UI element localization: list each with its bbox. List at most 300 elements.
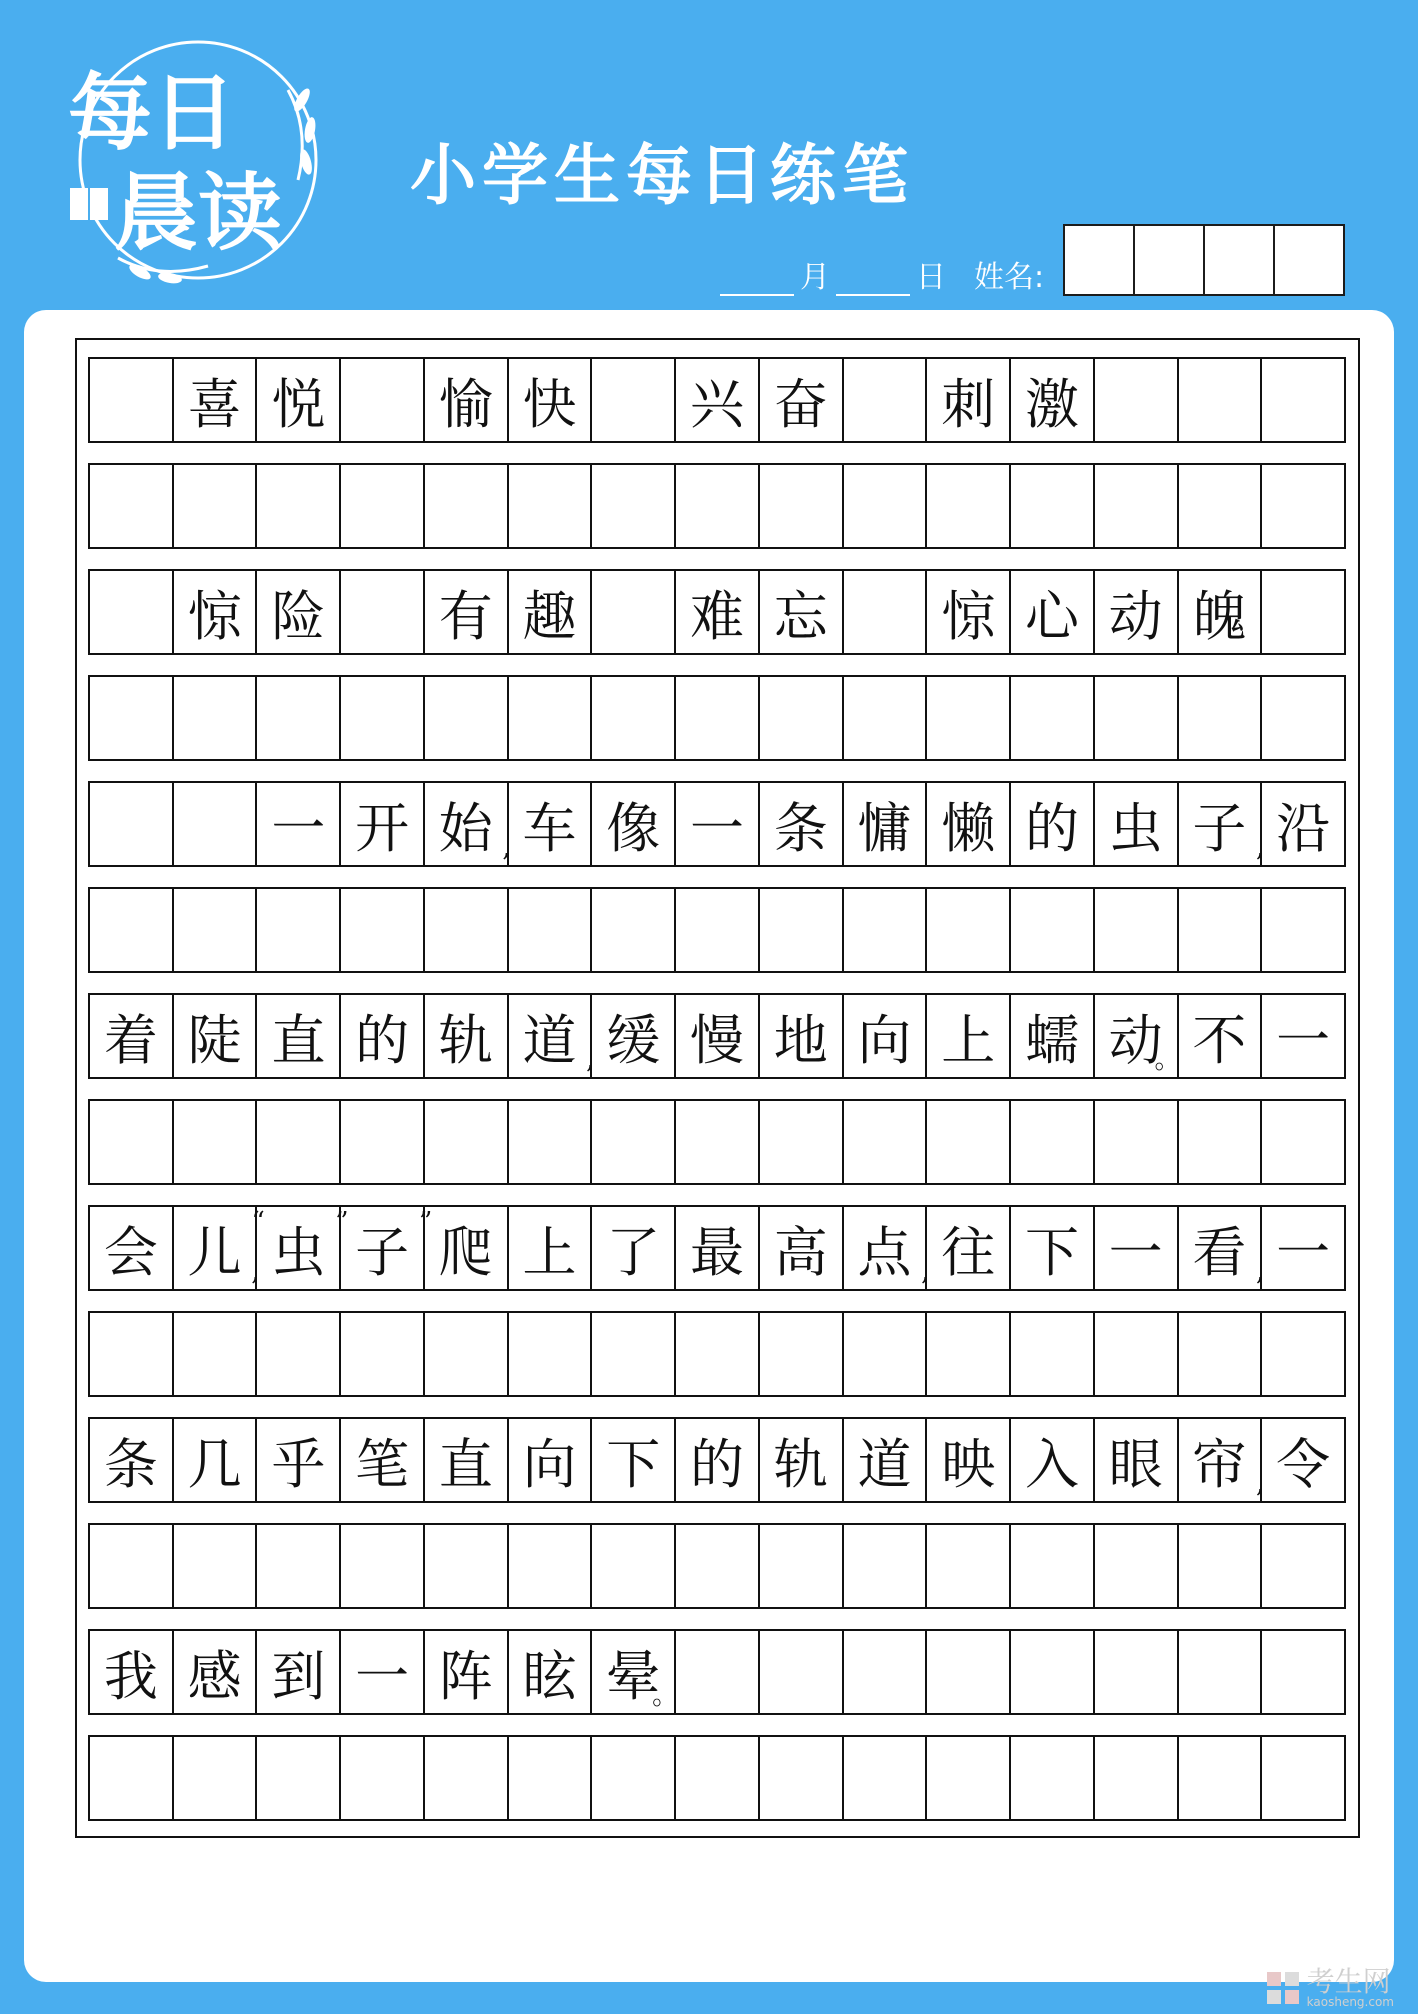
grid-cell[interactable]: [509, 783, 593, 865]
grid-cell[interactable]: [1179, 1525, 1263, 1607]
grid-cell[interactable]: [760, 995, 844, 1077]
cell-text: 笔: [355, 1432, 410, 1496]
name-box[interactable]: [1203, 224, 1275, 296]
grid-row: [88, 1099, 1346, 1185]
grid-cell[interactable]: [90, 677, 174, 759]
grid-cell[interactable]: [1179, 1737, 1263, 1819]
grid-cell[interactable]: [592, 677, 676, 759]
grid-cell[interactable]: [1179, 359, 1263, 441]
grid-cell[interactable]: [844, 571, 928, 653]
grid-cell[interactable]: [844, 995, 928, 1077]
cell-text: 兴: [690, 372, 744, 436]
grid-cell[interactable]: [1179, 783, 1263, 865]
grid-cell[interactable]: [425, 995, 509, 1077]
grid-cell[interactable]: [1011, 1207, 1095, 1289]
name-boxes: [1065, 224, 1345, 296]
grid-cell[interactable]: [257, 1419, 341, 1501]
cell-text: 爬: [438, 1220, 493, 1284]
grid-cell[interactable]: [844, 889, 928, 971]
grid-cell[interactable]: [1179, 571, 1263, 653]
grid-cell[interactable]: [844, 465, 928, 547]
grid-cell[interactable]: [676, 1631, 760, 1713]
grid-cell[interactable]: [1095, 1313, 1179, 1395]
grid-cell[interactable]: [927, 571, 1011, 653]
grid-cell[interactable]: [425, 1101, 509, 1183]
grid-cell[interactable]: [90, 1207, 174, 1289]
cell-text: 缓: [606, 1008, 661, 1072]
grid-cell[interactable]: [1011, 1631, 1095, 1713]
grid-cell[interactable]: [1011, 1737, 1095, 1819]
grid-cell[interactable]: [509, 359, 593, 441]
grid-cell[interactable]: [90, 1737, 174, 1819]
grid-cell[interactable]: [509, 1419, 593, 1501]
grid-cell[interactable]: [760, 677, 844, 759]
grid-cell[interactable]: [90, 783, 174, 865]
grid-cell[interactable]: [341, 465, 425, 547]
grid-cell[interactable]: [1262, 995, 1344, 1077]
grid-cell[interactable]: [509, 571, 593, 653]
grid-cell[interactable]: [927, 1631, 1011, 1713]
grid-cell[interactable]: [174, 571, 258, 653]
grid-row: [88, 1311, 1346, 1397]
grid-cell[interactable]: [676, 1207, 760, 1289]
grid-cell[interactable]: [1179, 1419, 1263, 1501]
grid-cell[interactable]: [676, 571, 760, 653]
grid-cell[interactable]: [760, 359, 844, 441]
punctuation-mark: ,: [502, 833, 511, 863]
day-label: 日: [916, 260, 946, 295]
grid-cell[interactable]: [760, 1525, 844, 1607]
grid-cell[interactable]: [174, 783, 258, 865]
punctuation-mark: ,: [1256, 833, 1265, 863]
cell-text: 懒: [941, 796, 996, 860]
grid-cell[interactable]: [425, 677, 509, 759]
grid-cell[interactable]: [90, 1631, 174, 1713]
grid-cell[interactable]: [174, 995, 258, 1077]
punctuation-mark: 。: [1154, 1045, 1181, 1075]
grid-row: [88, 1523, 1346, 1609]
grid-cell[interactable]: [927, 359, 1011, 441]
punctuation-mark: ,: [586, 1045, 595, 1075]
grid-cell[interactable]: [425, 889, 509, 971]
grid-cell[interactable]: [257, 1525, 341, 1607]
logo-line2: 晨读: [114, 164, 283, 262]
grid-cell[interactable]: [760, 1631, 844, 1713]
grid-row: [88, 887, 1346, 973]
month-blank[interactable]: [720, 258, 794, 296]
grid-cell[interactable]: [174, 1631, 258, 1713]
cell-text: 乎: [271, 1432, 326, 1496]
grid-cell[interactable]: [844, 1101, 928, 1183]
cell-text: 眼: [1108, 1432, 1163, 1496]
grid-cell[interactable]: [1011, 359, 1095, 441]
grid-cell[interactable]: [676, 677, 760, 759]
grid-cell[interactable]: [425, 1419, 509, 1501]
cell-text: 下: [606, 1432, 661, 1496]
cell-text: 奋: [773, 372, 828, 436]
cell-text: 始: [438, 796, 493, 860]
grid-cell[interactable]: [927, 1737, 1011, 1819]
cell-text: 一: [355, 1644, 410, 1708]
grid-cell[interactable]: [844, 1207, 928, 1289]
cell-text: 看: [1192, 1220, 1247, 1284]
grid-row: [88, 1629, 1346, 1715]
watermark: [1265, 1965, 1394, 2009]
cell-text: 道: [522, 1008, 577, 1072]
grid-cell[interactable]: [90, 359, 174, 441]
cell-text: 慢: [690, 1008, 744, 1072]
grid-cell[interactable]: [1095, 1419, 1179, 1501]
cell-text: 有: [438, 584, 493, 648]
grid-cell[interactable]: [1179, 1313, 1263, 1395]
grid-cell[interactable]: [676, 1737, 760, 1819]
grid-cell[interactable]: [676, 995, 760, 1077]
grid-cell[interactable]: [760, 1101, 844, 1183]
cell-text: 动: [1108, 584, 1163, 648]
cell-text: 心: [1024, 584, 1079, 648]
grid-cell[interactable]: [592, 1419, 676, 1501]
grid-cell[interactable]: [1262, 1313, 1344, 1395]
brand-logo: [48, 20, 338, 300]
grid-cell[interactable]: [1262, 1631, 1344, 1713]
grid-cell[interactable]: [509, 465, 593, 547]
grid-cell[interactable]: [90, 1525, 174, 1607]
grid-cell[interactable]: [341, 995, 425, 1077]
grid-cell[interactable]: [676, 1313, 760, 1395]
grid-cell[interactable]: [592, 1313, 676, 1395]
grid-cell[interactable]: [1095, 571, 1179, 653]
watermark-text: 考生网: [1306, 1965, 1391, 1998]
grid-cell[interactable]: [592, 465, 676, 547]
grid-cell[interactable]: [844, 1631, 928, 1713]
grid-cell[interactable]: [676, 465, 760, 547]
grid-cell[interactable]: [1011, 995, 1095, 1077]
grid-cell[interactable]: [1179, 677, 1263, 759]
grid-cell[interactable]: [509, 1101, 593, 1183]
grid-cell[interactable]: [1262, 359, 1344, 441]
grid-cell[interactable]: [251, 1207, 341, 1289]
grid-cell[interactable]: [927, 1101, 1011, 1183]
grid-cell[interactable]: [509, 677, 593, 759]
grid-cell[interactable]: [760, 571, 844, 653]
grid-cell[interactable]: [1095, 1207, 1179, 1289]
cell-text: 陡: [187, 1008, 242, 1072]
grid-cell[interactable]: [174, 1419, 258, 1501]
cell-text: 一: [1108, 1220, 1163, 1284]
grid-cell[interactable]: [1262, 1737, 1344, 1819]
grid-cell[interactable]: [676, 783, 760, 865]
name-box[interactable]: [1133, 224, 1205, 296]
grid-cell[interactable]: [174, 1207, 258, 1289]
grid-cell[interactable]: [844, 1313, 928, 1395]
grid-cell[interactable]: [676, 1101, 760, 1183]
grid-cell[interactable]: [341, 571, 425, 653]
grid-cell[interactable]: [1095, 1525, 1179, 1607]
grid-cell[interactable]: [844, 1737, 928, 1819]
grid-cell[interactable]: [1262, 889, 1344, 971]
cell-text: 车: [522, 796, 577, 860]
grid-cell[interactable]: [341, 1101, 425, 1183]
cell-text: 悦: [271, 372, 326, 436]
watermark-subtext: kaosheng.com: [1306, 1995, 1394, 2009]
grid-cell[interactable]: [927, 1525, 1011, 1607]
grid-cell[interactable]: [1011, 571, 1095, 653]
grid-cell[interactable]: [257, 1631, 341, 1713]
grid-cell[interactable]: [760, 1737, 844, 1819]
grid-cell[interactable]: [844, 359, 928, 441]
grid-cell[interactable]: [1011, 465, 1095, 547]
grid-cell[interactable]: [90, 465, 174, 547]
grid-cell[interactable]: [257, 1737, 341, 1819]
grid-cell[interactable]: [174, 1525, 258, 1607]
cell-text: 惊: [187, 584, 242, 648]
grid-cell[interactable]: [90, 1101, 174, 1183]
grid-row: [88, 463, 1346, 549]
grid-cell[interactable]: [1095, 359, 1179, 441]
grid-cell[interactable]: [1095, 1737, 1179, 1819]
grid-cell[interactable]: [341, 889, 425, 971]
grid-cell[interactable]: [509, 995, 593, 1077]
grid-cell[interactable]: [927, 1313, 1011, 1395]
grid-cell[interactable]: [1179, 465, 1263, 547]
grid-cell[interactable]: [1262, 571, 1344, 653]
grid-cell[interactable]: [1262, 1419, 1344, 1501]
cell-text: 险: [271, 584, 326, 648]
grid-cell[interactable]: [509, 1525, 593, 1607]
cell-text: 的: [690, 1432, 744, 1496]
cell-text: 一: [1276, 1220, 1331, 1284]
page-title: 小学生每日练笔: [410, 137, 914, 214]
cell-text: 上: [941, 1008, 996, 1072]
grid-cell[interactable]: [676, 1419, 760, 1501]
grid-cell[interactable]: [1179, 1631, 1263, 1713]
cell-text: 一: [271, 796, 326, 860]
grid-cell[interactable]: [760, 1313, 844, 1395]
grid-cell[interactable]: [174, 359, 258, 441]
grid-cell[interactable]: [1095, 783, 1179, 865]
grid-cell[interactable]: [844, 783, 928, 865]
logo-line1: 每日: [68, 64, 237, 162]
grid-cell[interactable]: [1011, 1313, 1095, 1395]
grid-cell[interactable]: [676, 889, 760, 971]
grid-cell[interactable]: [509, 1207, 593, 1289]
cell-text: 会: [103, 1220, 158, 1284]
grid-cell[interactable]: [592, 1207, 676, 1289]
cell-text: 向: [857, 1008, 912, 1072]
cell-text: 上: [522, 1220, 577, 1284]
grid-cell[interactable]: [425, 1737, 509, 1819]
cell-text: 地: [773, 1008, 828, 1072]
grid-cell[interactable]: [341, 1313, 425, 1395]
grid-cell[interactable]: [592, 1525, 676, 1607]
grid-cell[interactable]: [1262, 783, 1344, 865]
grid-row: [88, 781, 1346, 867]
grid-row: [88, 357, 1346, 443]
grid-cell[interactable]: [1179, 995, 1263, 1077]
grid-cell[interactable]: [90, 889, 174, 971]
grid-cell[interactable]: [592, 889, 676, 971]
name-box[interactable]: [1273, 224, 1345, 296]
grid-cell[interactable]: [844, 1419, 928, 1501]
grid-cell[interactable]: [1011, 1419, 1095, 1501]
grid-cell[interactable]: [592, 783, 676, 865]
grid-cell[interactable]: [341, 677, 425, 759]
grid-cell[interactable]: [341, 783, 425, 865]
grid-cell[interactable]: [174, 1313, 258, 1395]
grid-cell[interactable]: [1011, 783, 1095, 865]
punctuation-mark: ,: [1256, 1469, 1265, 1499]
grid-cell[interactable]: [1095, 995, 1179, 1077]
grid-cell[interactable]: [257, 995, 341, 1077]
grid-cell[interactable]: [1011, 1525, 1095, 1607]
grid-cell[interactable]: [927, 995, 1011, 1077]
grid-cell[interactable]: [257, 1101, 341, 1183]
cell-text: 儿: [187, 1220, 242, 1284]
grid-cell[interactable]: [592, 1101, 676, 1183]
grid-row: [88, 1205, 1346, 1291]
grid-cell[interactable]: [927, 1207, 1011, 1289]
grid-cell[interactable]: [592, 995, 676, 1077]
grid-cell[interactable]: [174, 465, 258, 547]
grid-cell[interactable]: [257, 359, 341, 441]
grid-cell[interactable]: [341, 1419, 425, 1501]
grid-cell[interactable]: [1179, 889, 1263, 971]
grid-cell[interactable]: [1095, 889, 1179, 971]
grid-cell[interactable]: [760, 889, 844, 971]
grid-cell[interactable]: [844, 677, 928, 759]
grid-cell[interactable]: [1095, 1631, 1179, 1713]
grid-cell[interactable]: [425, 359, 509, 441]
grid-cell[interactable]: [1179, 1101, 1263, 1183]
grid-cell[interactable]: [425, 1313, 509, 1395]
grid-cell[interactable]: [592, 1737, 676, 1819]
cell-text: 沿: [1276, 796, 1331, 860]
cell-text: 魄: [1192, 584, 1247, 648]
cell-text: 了: [606, 1220, 661, 1284]
grid-cell[interactable]: [676, 359, 760, 441]
grid-cell[interactable]: [760, 783, 844, 865]
grid-cell[interactable]: [341, 1525, 425, 1607]
grid-cell[interactable]: [1179, 1207, 1263, 1289]
month-label: 月: [800, 260, 830, 295]
cell-text: 子: [355, 1220, 410, 1284]
cell-text: 的: [355, 1008, 410, 1072]
grid-cell[interactable]: [676, 1525, 760, 1607]
grid-cell[interactable]: [592, 1631, 679, 1713]
name-label: 姓名:: [974, 260, 1045, 295]
grid-cell[interactable]: [927, 889, 1011, 971]
grid-cell[interactable]: [425, 465, 509, 547]
cell-text: 蠕: [1024, 1008, 1079, 1072]
grid-cell[interactable]: [1262, 1207, 1344, 1289]
punctuation-mark: ,: [1256, 1257, 1265, 1287]
cell-text: 感: [187, 1644, 242, 1708]
cell-text: 条: [103, 1432, 158, 1496]
grid-cell[interactable]: [341, 1737, 425, 1819]
grid-cell[interactable]: [341, 1631, 425, 1713]
grid-cell[interactable]: [927, 783, 1011, 865]
grid-row: [88, 675, 1346, 761]
grid-cell[interactable]: [90, 1419, 174, 1501]
grid-cell[interactable]: [1011, 677, 1095, 759]
grid-cell[interactable]: [425, 1631, 509, 1713]
grid-cell[interactable]: [1262, 465, 1344, 547]
grid-cell[interactable]: [425, 571, 509, 653]
grid-cell[interactable]: [760, 1419, 844, 1501]
grid-cell[interactable]: [927, 677, 1011, 759]
grid-cell[interactable]: [174, 889, 258, 971]
grid-cell[interactable]: [509, 1737, 593, 1819]
grid-cell[interactable]: [257, 677, 341, 759]
day-blank[interactable]: [836, 258, 910, 296]
watermark-logo-icon: [1265, 1970, 1301, 2006]
grid-cell[interactable]: [257, 889, 341, 971]
grid-cell[interactable]: [509, 1313, 593, 1395]
grid-cell[interactable]: [509, 889, 593, 971]
grid-cell[interactable]: [425, 1525, 509, 1607]
cell-text: 慵: [857, 796, 912, 860]
quote-mark: ”: [418, 1207, 433, 1237]
grid-cell[interactable]: [760, 1207, 844, 1289]
grid-cell[interactable]: [174, 1101, 258, 1183]
grid-cell[interactable]: [1011, 889, 1095, 971]
grid-cell[interactable]: [1262, 1101, 1344, 1183]
grid-cell[interactable]: [592, 571, 676, 653]
cell-text: 难: [690, 584, 744, 648]
cell-text: 轨: [438, 1008, 493, 1072]
cell-text: 愉: [438, 372, 493, 436]
grid-cell[interactable]: [844, 1525, 928, 1607]
grid-cell[interactable]: [341, 359, 425, 441]
cell-text: 一: [1276, 1008, 1331, 1072]
grid-cell[interactable]: [257, 571, 341, 653]
grid-cell[interactable]: [760, 465, 844, 547]
cell-text: 激: [1024, 372, 1079, 436]
grid-cell[interactable]: [174, 677, 258, 759]
grid-cell[interactable]: [1095, 677, 1179, 759]
logo-emblem: [48, 20, 338, 300]
grid-cell[interactable]: [592, 359, 676, 441]
grid-cell[interactable]: [174, 1737, 258, 1819]
grid-cell[interactable]: [1262, 1525, 1344, 1607]
cell-text: 往: [941, 1220, 996, 1284]
grid-cell[interactable]: [927, 465, 1011, 547]
cell-text: 直: [438, 1432, 493, 1496]
punctuation-mark: 。: [652, 1681, 679, 1711]
grid-cell[interactable]: [1262, 677, 1344, 759]
grid-cell[interactable]: [90, 1313, 174, 1395]
grid-cell[interactable]: [257, 783, 341, 865]
name-box[interactable]: [1063, 224, 1135, 296]
grid-cell[interactable]: [90, 995, 174, 1077]
cell-text: 动: [1108, 1008, 1163, 1072]
grid-cell[interactable]: [418, 1207, 509, 1289]
grid-cell[interactable]: [509, 1631, 593, 1713]
grid-cell[interactable]: [257, 465, 341, 547]
grid-cell[interactable]: [1011, 1101, 1095, 1183]
cell-text: 忘: [773, 584, 828, 648]
grid-cell[interactable]: [335, 1207, 425, 1289]
cell-text: 道: [857, 1432, 912, 1496]
grid-cell[interactable]: [1095, 1101, 1179, 1183]
grid-cell[interactable]: [1095, 465, 1179, 547]
grid-cell[interactable]: [425, 783, 509, 865]
cell-text: 眩: [522, 1644, 577, 1708]
grid-cell[interactable]: [257, 1313, 341, 1395]
cell-text: 惊: [941, 584, 996, 648]
grid-cell[interactable]: [927, 1419, 1011, 1501]
grid-cell[interactable]: [90, 571, 174, 653]
